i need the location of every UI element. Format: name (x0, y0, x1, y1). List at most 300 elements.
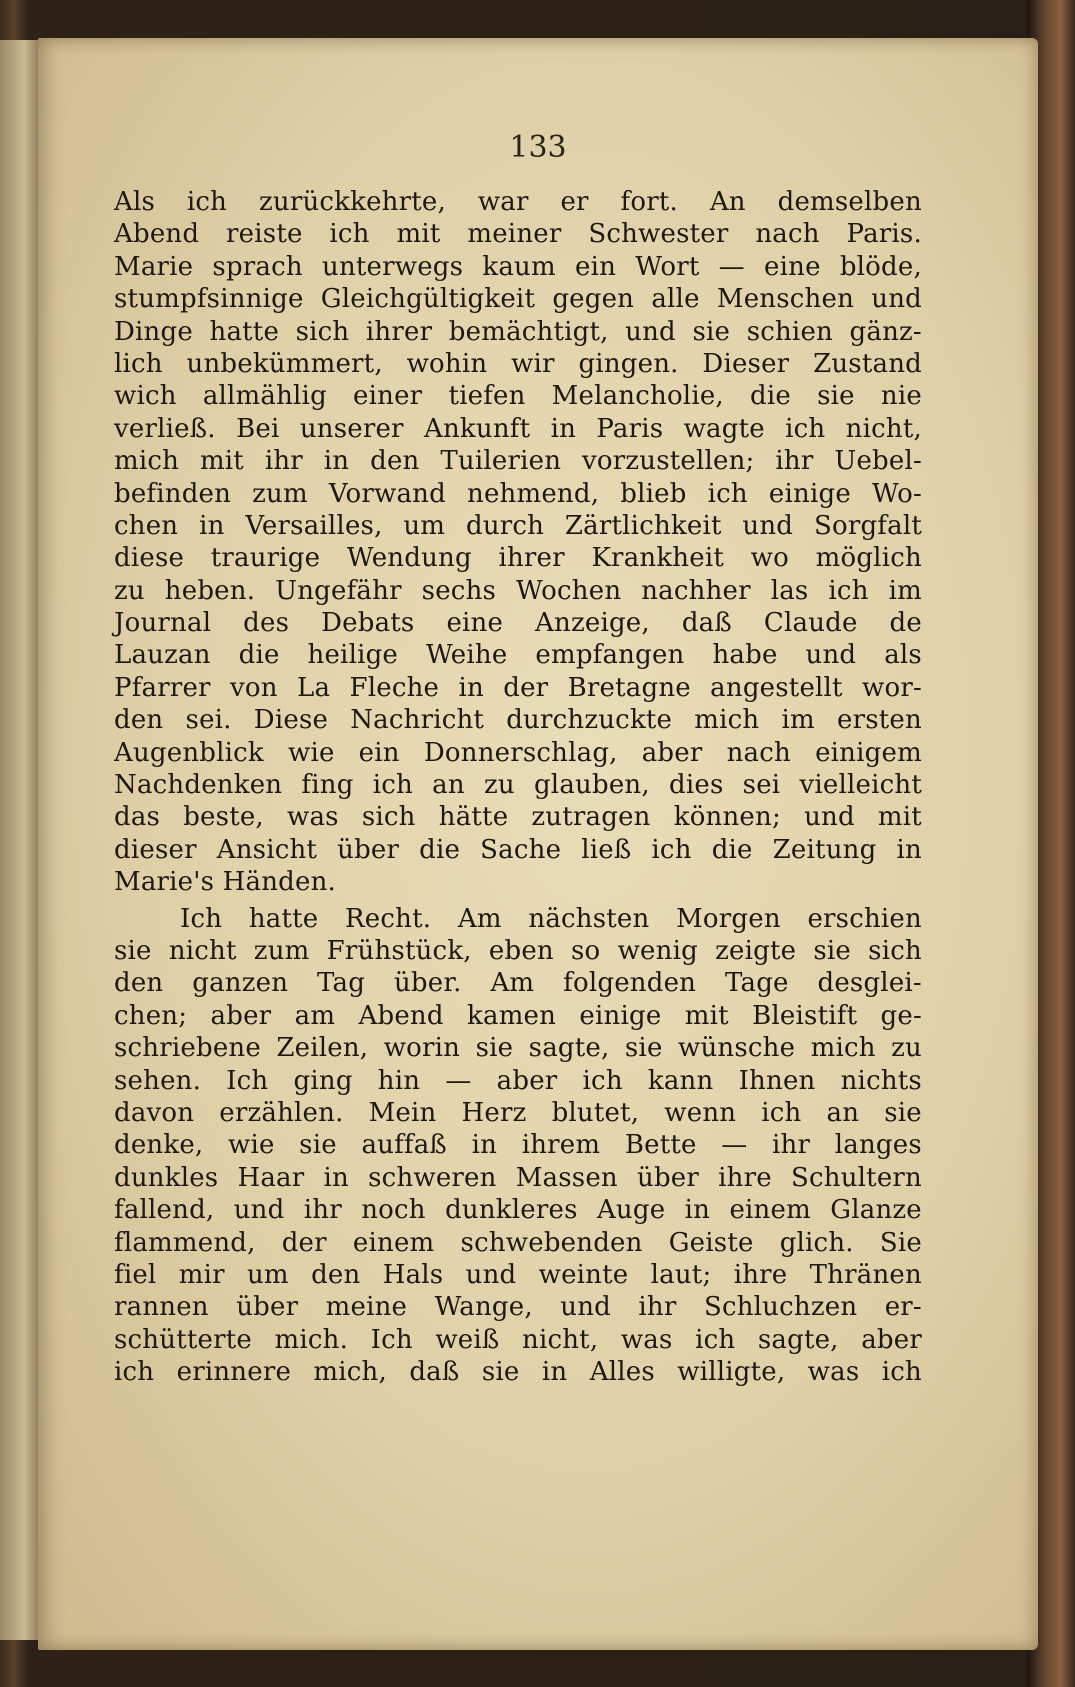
word: eben (488, 935, 554, 966)
text-line (114, 445, 922, 477)
word: was (807, 1357, 860, 1388)
word: nicht, (845, 413, 922, 444)
word: gingen. (578, 348, 679, 379)
word: nie (880, 381, 922, 412)
word: zu (483, 770, 515, 801)
text-line (114, 1032, 922, 1064)
word: Gleichgültigkeit (320, 284, 536, 315)
word: Zärtlichkeit (564, 510, 722, 541)
word: dunkles (114, 1162, 219, 1193)
word: gegen (552, 284, 635, 315)
word: unserer (299, 413, 404, 444)
text-line (114, 1129, 922, 1161)
word: in (550, 413, 577, 444)
word: von (230, 672, 278, 703)
word: Morgen (676, 903, 781, 934)
text-line (114, 186, 922, 218)
word: rannen (114, 1292, 209, 1323)
text-line (114, 737, 922, 769)
word: ihr (772, 1130, 811, 1161)
word: kann (647, 1065, 714, 1096)
word: Wange, (434, 1292, 533, 1323)
word: beste, (183, 802, 264, 833)
word: im (888, 575, 922, 606)
word: Wochen (516, 575, 622, 606)
word: sich (868, 935, 922, 966)
word: Tag (317, 968, 366, 999)
word: Ich (180, 903, 223, 934)
text-line (114, 218, 922, 250)
word: Geiste (668, 1227, 754, 1258)
word: nicht, (522, 1324, 599, 1355)
word: diese (114, 543, 185, 574)
word: Händen. (222, 867, 336, 898)
text-line (114, 903, 922, 935)
word: ich (695, 1324, 736, 1355)
word: fing (301, 770, 354, 801)
word: die (419, 834, 461, 865)
word: er (560, 187, 589, 217)
word: wünsche (677, 1033, 796, 1064)
word: wenig (617, 935, 698, 966)
word: sie (817, 381, 855, 412)
word: ich (651, 834, 692, 865)
word: ganzen (192, 968, 289, 999)
word: in (458, 672, 484, 703)
word: Uebel- (834, 446, 922, 477)
word: sehen. (114, 1065, 202, 1096)
word: Hals (382, 1259, 444, 1290)
word: ich (828, 575, 869, 606)
word: daß (409, 1357, 460, 1388)
text-line (114, 413, 922, 445)
word: erinnere (176, 1357, 292, 1388)
text-line (114, 1324, 922, 1356)
word: erzählen. (219, 1097, 344, 1128)
word: wir (511, 348, 555, 379)
text-line (114, 251, 922, 283)
word: hatte (248, 903, 319, 934)
word: die (750, 381, 791, 412)
word: habe (712, 640, 778, 671)
word: und (742, 510, 794, 541)
text-line (114, 866, 922, 898)
text-line (114, 1065, 922, 1097)
word: Fleche (349, 672, 440, 703)
word: Schwester (588, 219, 729, 250)
word: vorzustellen; (582, 446, 755, 477)
word: auffaß (361, 1130, 447, 1161)
word: Melancholie, (551, 381, 724, 412)
word: angestellt (710, 672, 843, 703)
word: Weihe (425, 640, 508, 671)
word: nach (726, 737, 791, 768)
word: Schultern (791, 1162, 922, 1193)
word: ich (186, 187, 228, 217)
word: worin (383, 1033, 461, 1064)
word: Bleistift (752, 1000, 858, 1031)
word: daß (681, 608, 732, 639)
word: tiefen (448, 381, 526, 412)
word: sie (114, 935, 152, 966)
text-line (114, 1097, 922, 1129)
word: am (294, 1000, 336, 1031)
text-line (114, 801, 922, 833)
text-line (114, 380, 922, 412)
word: Sorgfalt (813, 510, 922, 541)
word: unbekümmert, (186, 348, 383, 379)
word: Pfarrer (114, 672, 211, 703)
word: Krankheit (591, 543, 724, 574)
word: sie (481, 1357, 520, 1388)
word: reiste (226, 219, 303, 250)
word: Bei (236, 413, 280, 444)
word: sich (295, 316, 350, 347)
word: las (770, 575, 809, 606)
text-line (114, 834, 922, 866)
word: fort. (620, 187, 678, 217)
word: möglich (815, 543, 922, 574)
word: flammend, (114, 1227, 256, 1258)
word: weiß (435, 1324, 500, 1355)
word: so (571, 935, 601, 966)
text-line (114, 1194, 922, 1226)
word: blöde, (839, 251, 922, 282)
word: unterwegs (322, 251, 464, 282)
word: allmählig (202, 381, 327, 412)
word: das (114, 802, 161, 833)
word: mich (810, 1033, 876, 1064)
word: erschien (807, 903, 922, 934)
word: de (889, 608, 922, 639)
word: Glanze (830, 1195, 922, 1226)
word: Augenblick (114, 737, 264, 768)
word: gänz- (849, 316, 922, 347)
word: ihrer (365, 316, 433, 347)
text-line (114, 1000, 922, 1032)
text-line (114, 1291, 922, 1323)
word: Schluchzen (703, 1292, 858, 1323)
word: ging (293, 1065, 353, 1096)
word: nächsten (528, 903, 650, 934)
word: dunkleres (445, 1195, 578, 1226)
word: wie (228, 1130, 275, 1161)
word: sie (692, 316, 731, 347)
word: sagte, (757, 1324, 839, 1355)
word: Menschen (716, 284, 855, 315)
word: sagte, (528, 1033, 610, 1064)
word: ich (881, 1357, 922, 1388)
word: chen (114, 510, 179, 541)
word: zeigte (715, 935, 797, 966)
word: — (445, 1065, 472, 1096)
word: und (625, 316, 676, 347)
word: in (896, 834, 922, 865)
text-line (114, 575, 922, 607)
word: sei. (185, 705, 232, 736)
word: mir (178, 1259, 225, 1290)
word: nichts (840, 1065, 922, 1096)
word: Donnerschlag, (423, 737, 618, 768)
word: des (243, 608, 290, 639)
word: schwebenden (460, 1227, 643, 1258)
word: Nachricht (350, 705, 485, 736)
word: durchzuckte (506, 705, 673, 736)
word: schütterte (114, 1324, 252, 1355)
word: durch (465, 510, 545, 541)
text-line (114, 639, 922, 671)
word: lich (114, 348, 163, 379)
word: und (560, 1292, 611, 1323)
word: er- (884, 1292, 922, 1323)
word: einige (768, 478, 851, 509)
word: wich (114, 381, 177, 412)
word: wor- (862, 672, 922, 703)
word: ich (372, 770, 413, 801)
word: Herz (461, 1097, 527, 1128)
word: an (826, 1097, 860, 1128)
word: Wendung (346, 543, 472, 574)
page-number: 133 (509, 130, 567, 165)
word: blutet, (551, 1097, 640, 1128)
word: einige (579, 1000, 662, 1031)
word: ihre (718, 1162, 772, 1193)
word: Versailles, (245, 510, 383, 541)
word: Recht. (345, 903, 432, 934)
word: der (281, 1227, 327, 1258)
word: mich (694, 705, 760, 736)
word: Sache (480, 834, 562, 865)
word: mit (396, 219, 441, 250)
word: zu (891, 1033, 922, 1064)
word: eine (764, 251, 821, 282)
word: Wort (635, 251, 700, 282)
word: vielleicht (799, 770, 922, 801)
word: willigte, (677, 1357, 786, 1388)
word: die (711, 834, 753, 865)
word: Thränen (809, 1259, 922, 1290)
word: sie (624, 1033, 663, 1064)
word: sechs (421, 575, 497, 606)
word: ihr (303, 1195, 342, 1226)
word: nach (755, 219, 820, 250)
word: Vorwand (328, 478, 446, 509)
word: mich. (274, 1324, 349, 1355)
word: laut; (650, 1259, 712, 1290)
word: ihre (733, 1259, 788, 1290)
word: weinte (538, 1259, 629, 1290)
word: in (684, 1195, 711, 1226)
word: einer (353, 381, 423, 412)
word: Ihnen (738, 1065, 816, 1096)
word: hin (377, 1065, 421, 1096)
word: Tuilerien (440, 446, 562, 477)
word: über (337, 834, 400, 865)
word: ge- (880, 1000, 922, 1031)
word: wie (288, 737, 335, 768)
word: sprach (212, 251, 303, 282)
word: zu (114, 575, 145, 606)
word: mit (199, 446, 244, 477)
word: den (311, 1259, 361, 1290)
word: hatte (209, 316, 280, 347)
word: dies (669, 770, 724, 801)
word: chen; (114, 1000, 188, 1031)
word: in (323, 446, 350, 477)
word: An (709, 187, 746, 217)
word: fallend, (114, 1195, 215, 1226)
word: Am (490, 968, 535, 999)
text-line (114, 1259, 922, 1291)
word: Bretagne (567, 672, 691, 703)
word: Abend (114, 219, 200, 250)
word: ihrer (498, 543, 565, 574)
word: kamen (467, 1000, 557, 1031)
word: die (238, 640, 280, 671)
word: denke, (114, 1130, 204, 1161)
word: — (721, 1130, 748, 1161)
word: und (871, 284, 922, 315)
word: ich (582, 1065, 623, 1096)
word: im (781, 705, 815, 736)
word: und (804, 802, 855, 833)
word: Zeitung (772, 834, 877, 865)
word: einem (729, 1195, 811, 1226)
word: und (805, 640, 857, 671)
word: wo (750, 543, 789, 574)
word: Paris. (846, 219, 922, 250)
word: Sie (879, 1227, 922, 1258)
text-line (114, 478, 922, 510)
text-line (114, 510, 922, 542)
text-line (114, 769, 922, 801)
facing-page-edge (0, 40, 40, 1640)
word: fiel (114, 1259, 157, 1290)
body-text (114, 186, 922, 1388)
word: Dieser (702, 348, 790, 379)
word: meine (325, 1292, 408, 1323)
word: Ungefähr (275, 575, 402, 606)
word: den (114, 968, 164, 999)
word: Am (457, 903, 502, 934)
word: Massen (515, 1162, 618, 1193)
word: um (403, 510, 446, 541)
word: wenn (664, 1097, 737, 1128)
word: Anzeige, (535, 608, 650, 639)
word: in (323, 1162, 349, 1193)
word: glauben, (533, 770, 650, 801)
word: desglei- (817, 968, 922, 999)
word: traurige (210, 543, 321, 574)
word: aber (641, 737, 703, 768)
word: befinden (114, 478, 232, 509)
word: davon (114, 1097, 195, 1128)
word: zutragen (531, 802, 651, 833)
word: zurückkehrte, (259, 187, 446, 217)
word: den (370, 446, 420, 477)
word: ich (761, 1097, 802, 1128)
word: sei (742, 770, 781, 801)
word: meiner (467, 219, 562, 250)
text-line (114, 672, 922, 704)
word: wohin (406, 348, 488, 379)
word: Abend (358, 1000, 444, 1031)
word: ich (329, 219, 370, 250)
word: ihrem (521, 1130, 601, 1161)
word: aber (861, 1324, 922, 1355)
word: nehmend, (467, 478, 600, 509)
word: ließ (581, 834, 632, 865)
word: Nachdenken (114, 770, 283, 801)
word: heilige (307, 640, 399, 671)
word: über (236, 1292, 299, 1323)
word: ich (707, 478, 748, 509)
word: Ich (226, 1065, 269, 1096)
text-line (114, 542, 922, 574)
text-line (114, 704, 922, 736)
text-line (114, 283, 922, 315)
text-line (114, 1227, 922, 1259)
word: in (199, 510, 225, 541)
word: Auge (596, 1195, 666, 1226)
word: Ich (370, 1324, 413, 1355)
text-line (114, 1356, 922, 1388)
word: langes (834, 1130, 922, 1161)
word: Ansicht (216, 834, 318, 865)
word: zum (252, 478, 308, 509)
word: um (246, 1259, 289, 1290)
word: Mein (368, 1097, 437, 1128)
word: Debats (321, 608, 415, 639)
word: über. (393, 968, 462, 999)
word: stumpfsinnige (114, 284, 304, 315)
word: sie (813, 935, 851, 966)
word: aber (210, 1000, 272, 1031)
word: Frühstück, (326, 935, 472, 966)
word: ich (114, 1357, 155, 1388)
word: an (432, 770, 465, 801)
word: schriebene (114, 1033, 261, 1064)
word: schweren (368, 1162, 497, 1193)
word: aber (496, 1065, 558, 1096)
word: bemächtigt, (448, 316, 609, 347)
book-page (38, 38, 1038, 1650)
word: mit (684, 1000, 729, 1031)
word: glich. (779, 1227, 854, 1258)
word: was (620, 1324, 673, 1355)
word: sie (299, 1130, 337, 1161)
word: Alles (589, 1357, 655, 1388)
word: Zustand (813, 348, 922, 379)
word: hätte (438, 802, 509, 833)
word: wagte (683, 413, 765, 444)
word: nicht (168, 935, 237, 966)
word: ihr (775, 446, 814, 477)
word: Diese (253, 705, 329, 736)
word: heben. (164, 575, 256, 606)
word: alle (651, 284, 700, 315)
word: Als (114, 187, 156, 217)
word: sie (884, 1097, 922, 1128)
word: kaum (482, 251, 556, 282)
word: ersten (837, 705, 922, 736)
word: mit (877, 802, 922, 833)
word: Lauzan (114, 640, 211, 671)
word: ein (358, 737, 400, 768)
word: Journal (114, 608, 212, 639)
word: Tage (724, 968, 789, 999)
word: Claude (763, 608, 858, 639)
